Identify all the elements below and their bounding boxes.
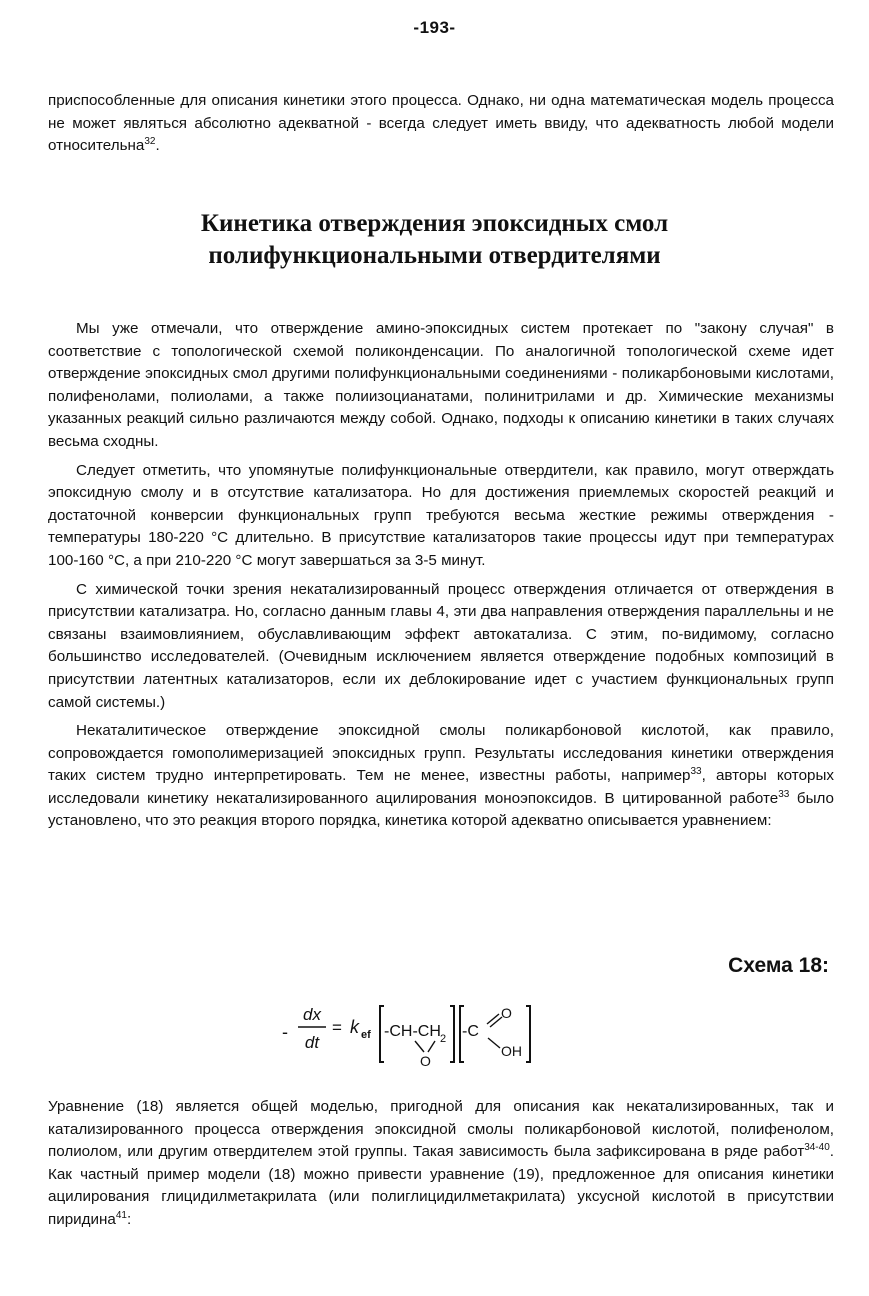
paragraph-4-part-a: Некаталитическое отверждение эпоксидной смолы поликарбоновой кислотой, как правило, сопровождается гомополимеризацией эпоксидных групп. Результаты исследования кинетики отверждения таких систем трудно интерпретировать. Тем не менее, известны работы, например — [48, 722, 834, 785]
body-block — [48, 318, 834, 839]
paragraph-3: С химической точки зрения некатализированный процесс отверждения отличается от отверждения в присутствии катализатра. Но, согласно данным главы 4, эти два направления отверждения параллельны и не связаны взаимовлиянием, обуславливающим эффект автокатализа. С этим, по-видимому, согласно большинство исследователей. (Очевидным исключением является отверждение подобных композиций в присутствии латентных катализаторов, если их деблокирование идет с участием функциональных групп самой системы.) — [48, 580, 834, 711]
section-title-line-2: полифункциональными отвердителями — [208, 242, 661, 269]
paragraph-4 — [48, 720, 834, 833]
eq-numerator: dx — [303, 1005, 321, 1024]
eq-bracket-close-2 — [526, 1006, 530, 1062]
eq-bracket-close — [450, 1006, 454, 1062]
eq-acid-hydroxyl: OH — [501, 1043, 522, 1059]
section-title — [0, 208, 869, 272]
footnote-ref: 34-40 — [804, 1142, 830, 1154]
footnote-ref: 41 — [115, 1209, 127, 1221]
eq-acid-double-bond-1 — [487, 1014, 499, 1024]
eq-equals: = — [332, 1018, 342, 1037]
eq-rate-constant: k — [350, 1017, 359, 1037]
paragraph-5-part-b: . Как частный пример модели (18) можно привести уравнение (19), предложенное для описания кинетики ацилирования глицидилметакрилата (или полиглицидилметакрилата) уксусной кислотой в присутствии пиридина — [48, 1143, 834, 1228]
eq-epoxy-bond-right — [428, 1041, 435, 1052]
eq-acid-oxygen: O — [501, 1005, 512, 1021]
paragraph-1: Мы уже отмечали, что отверждение амино-эпоксидных систем протекает по "закону случая" в соответствие с топологической схемой поликонденсации. По аналогичной топологической схеме идет отверждение эпоксидных смол другими полифункциональными соединениями - поликарбоновыми кислотами, полифенолами, полиолами, а также полиизоцианатами, полинитрилами и др. Химические механизмы указанных реакций сильно различаются между собой. Однако, подходы к описанию кинетики в таких случаях весьма сходны. — [48, 320, 834, 450]
kinetic-equation — [280, 996, 600, 1076]
intro-text: приспособленные для описания кинетики этого процесса. Однако, ни одна математическая модель процесса не может являться абсолютно адекватной - всегда следует иметь ввиду, что адекватность любой модели относительна — [48, 92, 834, 155]
eq-acid-single-bond — [488, 1038, 500, 1048]
footnote-ref: 32 — [144, 136, 156, 148]
intro-end: . — [155, 137, 160, 155]
eq-acid-carbon: -C — [462, 1023, 479, 1040]
eq-epoxy-bond-left — [415, 1041, 424, 1052]
intro-block — [48, 90, 834, 164]
paragraph-2: Следует отметить, что упомянутые полифункциональные отвердители, как правило, могут отверждать эпоксидную смолу и в отсутствие катализатора. Но для достижения приемлемых скоростей реакций и достаточной конверсии функциональных групп требуются весьма жесткие режимы отверждения - температуры 180-220 °С длительно. В присутствие катализаторов такие процессы идут при температурах 100-160 °С, а при 210-220 °С могут завершаться за 3-5 минут. — [48, 461, 834, 569]
eq-rate-constant-subscript: ef — [361, 1029, 371, 1041]
footnote-ref: 33 — [778, 788, 790, 800]
eq-epoxy-subscript: 2 — [440, 1033, 447, 1045]
footnote-ref: 33 — [690, 766, 702, 778]
paragraph-5-part-c: : — [126, 1210, 132, 1228]
intro-paragraph — [48, 90, 834, 158]
eq-denominator: dt — [304, 1033, 320, 1052]
eq-epoxy-group: -CH-CH — [384, 1023, 441, 1040]
page-number: -193- — [413, 18, 456, 37]
paragraph-5-part-a: Уравнение (18) является общей моделью, пригодной для описания как некатализированных, так и катализированного процесса отверждения эпоксидной смолы поликарбоновой кислотой, полифенолом, полиолом, или другим отвердителем этой группы. Такая зависимость была зафиксирована в ряде работ — [48, 1098, 834, 1161]
eq-epoxy-oxygen: O — [420, 1053, 431, 1069]
eq-minus: - — [282, 1022, 288, 1042]
paragraph-5 — [48, 1096, 834, 1232]
closing-block — [48, 1096, 834, 1238]
paragraph-4-part-c: было установлено, что это реакция второго порядка, кинетика которой адекватно описывается уравнением: — [48, 789, 834, 830]
section-title-line-1: Кинетика отверждения эпоксидных смол — [200, 210, 669, 237]
paragraph-4-part-b: , авторы которых исследовали кинетику некатализированного ацилирования моноэпоксидов. В цитированной работе — [48, 767, 834, 807]
scheme-label: Схема 18: — [728, 954, 829, 977]
